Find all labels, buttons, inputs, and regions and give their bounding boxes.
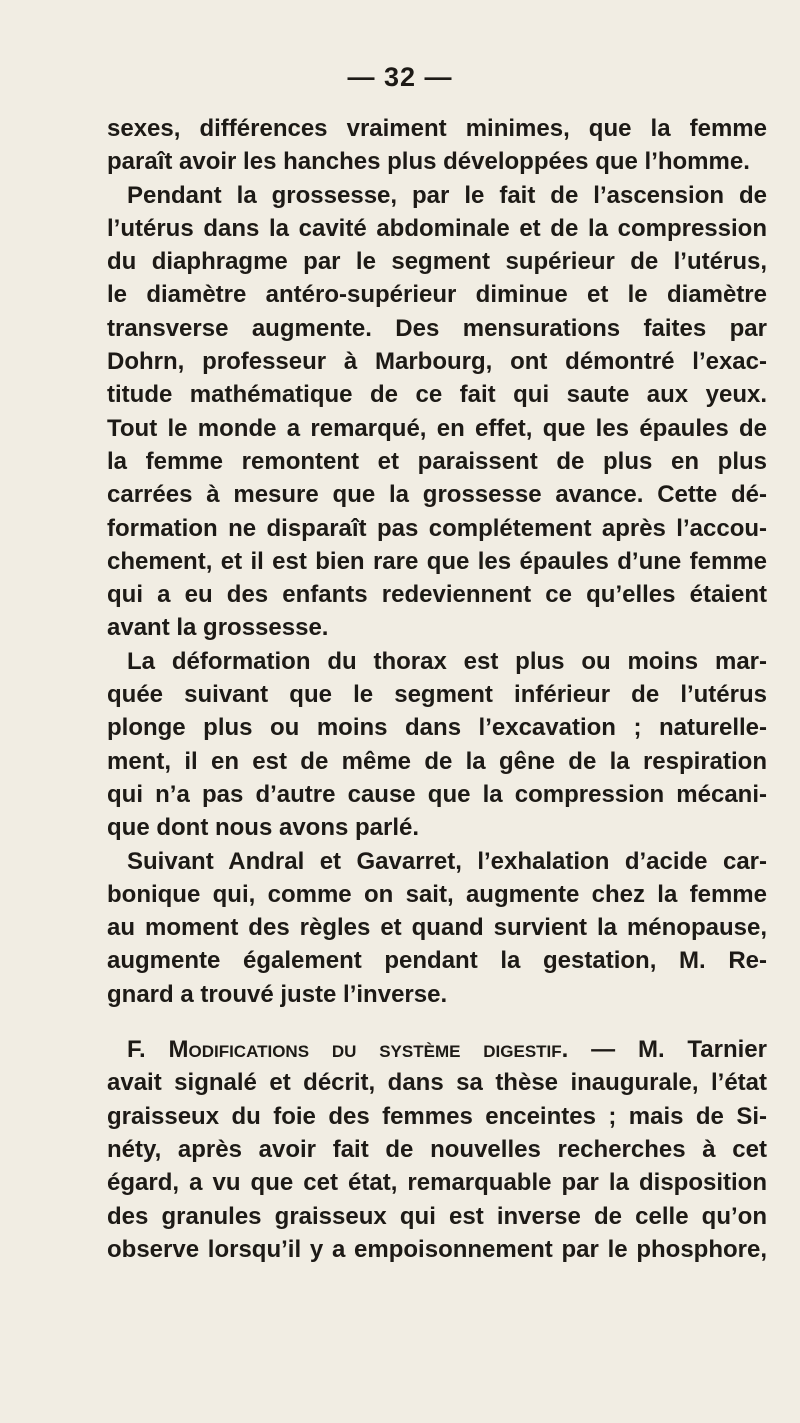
page-number: — 32 — [347,62,453,92]
text-line: chement, et il est bien rare que les épaules d’une femme [107,547,767,575]
text-line: bonique qui, comme on sait, augmente chez la femme [107,880,767,908]
text-line: graisseux du foie des femmes enceintes ; mais de Si- [107,1102,767,1130]
text-line: qui n’a pas d’autre cause que la compression mécani- [107,780,767,808]
text-line: ment, il en est de même de la gêne de la respiration [107,747,767,775]
section-heading: F. Modifications du système digestif. [127,1036,569,1064]
text-line: avait signalé et décrit, dans sa thèse inaugurale, l’état [107,1069,767,1097]
text-line: gnard a trouvé juste l’inverse. [107,980,448,1008]
text-line: qui a eu des enfants redeviennent ce qu’elles étaient [107,581,767,609]
text-line: sexes, différences vraiment minimes, que la femme [107,115,767,142]
text-line: observe lorsqu’il y a empoisonnement par le phosphore, [107,1235,767,1263]
text-line: au moment des règles et quand survient la ménopause, [107,914,767,942]
text-line: La déformation du thorax est plus ou moins mar- [127,647,767,675]
text-line: égard, a vu que cet état, remarquable par la disposition [107,1169,767,1197]
text-line: l’utérus dans la cavité abdominale et de la compression [107,214,767,242]
text-line: carrées à mesure que la grossesse avance. Cette dé- [107,481,767,509]
text-line: le diamètre antéro-supérieur diminue et le diamètre [107,281,767,309]
text-line: Suivant Andral et Gavarret, l’exhalation d’acide car- [127,847,767,875]
text-line: Pendant la grossesse, par le fait de l’ascension de [127,181,767,209]
text-line: formation ne disparaît pas complétement après l’accou- [107,514,767,542]
text-line: néty, après avoir fait de nouvelles recherches à cet [107,1135,767,1163]
section-heading-line [107,1033,767,1066]
text-line: que dont nous avons parlé. [107,814,420,842]
text-line: la femme remontent et paraissent de plus en plus [107,447,767,475]
text-line: du diaphragme par le segment supérieur de l’utérus, [107,248,767,276]
text-line: plonge plus ou moins dans l’excavation ; naturelle- [107,714,767,742]
body-text [107,112,767,1266]
section-gap [107,1011,767,1033]
text-line: Dohrn, professeur à Marbourg, ont démontré l’exac- [107,348,767,376]
text-line: augmente également pendant la gestation, M. Re- [107,947,767,975]
text-line: des granules graisseux qui est inverse de celle qu’on [107,1202,767,1230]
text-line: avant la grossesse. [107,614,329,642]
section-heading-rest: — M. Tarnier [568,1036,767,1064]
text-line: transverse augmente. Des mensurations faites par [107,314,767,342]
text-line: Tout le monde a remarqué, en effet, que les épaules de [107,414,767,442]
text-line: quée suivant que le segment inférieur de l’utérus [107,681,767,709]
text-line: paraît avoir les hanches plus développées que l’homme. [107,148,750,176]
text-line: titude mathématique de ce fait qui saute aux yeux. [107,381,767,409]
